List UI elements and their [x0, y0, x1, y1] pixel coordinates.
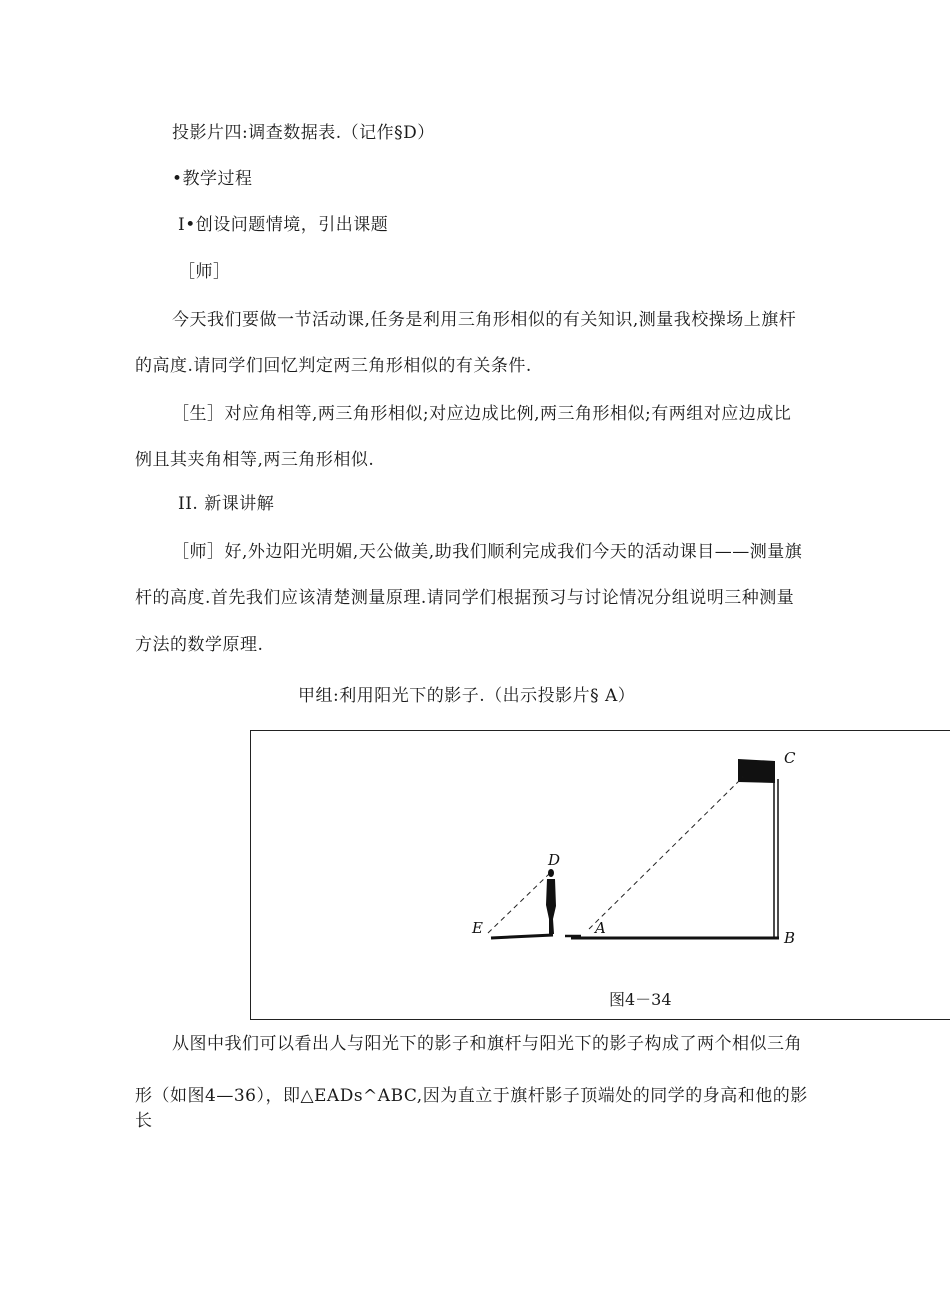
flag-shape: [738, 759, 775, 783]
text-line-14: 形（如图4—36），即△EADs^ABC,因为直立于旗杆影子顶端处的同学的身高和他的影: [135, 1086, 808, 1106]
text-line-1: 投影片四:调查数据表.（记作§D）: [172, 123, 435, 143]
text-line-12: 方法的数学原理.: [135, 635, 264, 655]
text-line-13: 从图中我们可以看出人与阳光下的影子和旗杆与阳光下的影子构成了两个相似三角: [172, 1034, 802, 1054]
label-e: E: [472, 919, 483, 937]
similar-triangles-diagram: [251, 731, 950, 1021]
figure-heading: 甲组:利用阳光下的影子.（出示投影片§ A）: [298, 686, 636, 706]
figure-caption: 图4－34: [609, 990, 672, 1009]
text-line-5: 今天我们要做一节活动课,任务是利用三角形相似的有关知识,测量我校操场上旗杆: [172, 310, 797, 330]
person-figure: [546, 869, 556, 934]
sun-ray-person: [488, 874, 549, 933]
label-b: B: [784, 929, 796, 947]
text-line-9: II. 新课讲解: [178, 494, 275, 514]
text-line-11: 杆的高度.首先我们应该清楚测量原理.请同学们根据预习与讨论情况分组说明三种测量: [135, 588, 795, 608]
label-a: A: [595, 919, 606, 937]
sun-ray-flag: [589, 777, 743, 929]
text-line-6: 的高度.请同学们回忆判定两三角形相似的有关条件.: [135, 356, 532, 376]
text-line-8: 例且其夹角相等,两三角形相似.: [135, 450, 375, 470]
text-line-10: ［师］好,外边阳光明媚,天公做美,助我们顺利完成我们今天的活动课目——测量旗: [172, 542, 803, 562]
label-d: D: [548, 851, 561, 869]
figure-frame: [250, 730, 950, 1020]
text-line-7: ［生］对应角相等,两三角形相似;对应边成比例,两三角形相似;有两组对应边成比: [172, 404, 792, 424]
text-line-3: I•创设问题情境，引出课题: [178, 215, 389, 235]
text-line-4: ［师］: [178, 262, 231, 282]
text-line-2: •教学过程: [172, 169, 253, 189]
text-line-15: 长: [135, 1111, 153, 1131]
label-c: C: [784, 749, 796, 767]
person-shadow-line: [491, 935, 553, 938]
